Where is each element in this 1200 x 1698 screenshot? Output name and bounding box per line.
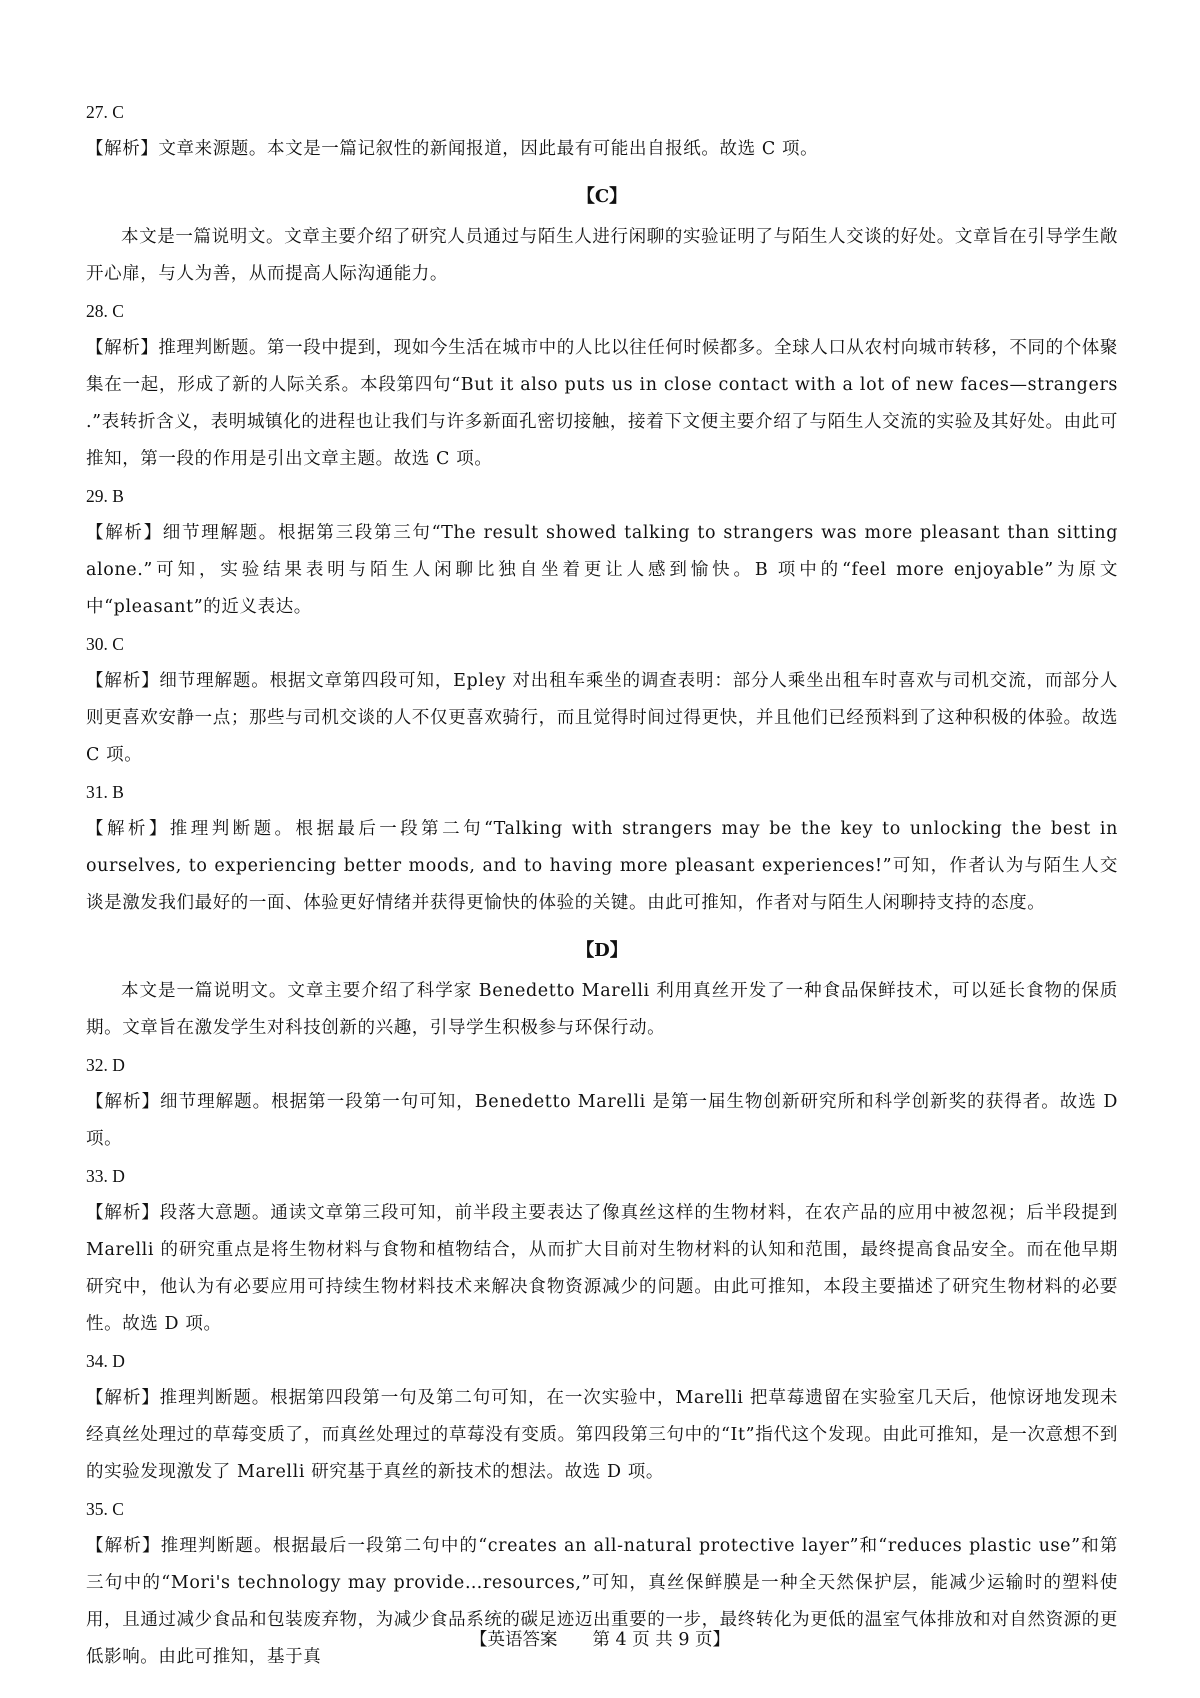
question-number-32: 32. D xyxy=(86,1055,125,1075)
analysis-35: 【解析】推理判断题。根据最后一段第二句中的“creates an all-natural protective layer”和“reduces plastic use”和第三句中的“Mori's technology may provide…resources,”可知，真丝保鲜膜是一种全天然保护层，能减少运输时的塑料使用，且通过减少食品和包装废弃物，为减少食品系统的碳足迹迈出重要的一步，最终转化为更低的温室气体排放和对自然资源的更低影响。由此可推知，基于真 xyxy=(86,1536,1118,1667)
page-footer: 【英语答案 第 4 页 共 9 页】 xyxy=(469,1630,731,1650)
analysis-30: 【解析】细节理解题。根据文章第四段可知，Epley 对出租车乘坐的调查表明：部分人乘坐出租车时喜欢与司机交流，而部分人则更喜欢安静一点；那些与司机交谈的人不仅更喜欢骑行，而且觉得时间过得更快，并且他们已经预料到了这种积极的体验。故选 C 项。 xyxy=(86,671,1118,765)
analysis-31: 【解析】推理判断题。根据最后一段第二句“Talking with strangers may be the key to unlocking the best in ourselves, to experiencing better moods, and to having more pleasant experiences!”可知，作者认为与陌生人交谈是激发我们最好的一面、体验更好情绪并获得更愉快的体验的关键。由此可推知，作者对与陌生人闲聊持支持的态度。 xyxy=(86,819,1118,913)
analysis-29: 【解析】细节理解题。根据第三段第三句“The result showed talking to strangers was more pleasant than sitting alone.”可知，实验结果表明与陌生人闲聊比独自坐着更让人感到愉快。B 项中的“feel more enjoyable”为原文中“pleasant”的近义表达。 xyxy=(86,523,1118,617)
section-heading-c: 【C】 xyxy=(576,186,628,207)
section-intro-c: 本文是一篇说明文。文章主要介绍了研究人员通过与陌生人进行闲聊的实验证明了与陌生人交谈的好处。文章旨在引导学生敞开心扉，与人为善，从而提高人际沟通能力。 xyxy=(86,227,1118,284)
section-intro-d: 本文是一篇说明文。文章主要介绍了科学家 Benedetto Marelli 利用真丝开发了一种食品保鲜技术，可以延长食物的保质期。文章旨在激发学生对科技创新的兴趣，引导学生积极参与环保行动。 xyxy=(86,981,1118,1038)
question-number-30: 30. C xyxy=(86,634,124,654)
question-number-27: 27. C xyxy=(86,102,124,122)
question-number-33: 33. D xyxy=(86,1166,125,1186)
question-number-29: 29. B xyxy=(86,486,124,506)
question-number-35: 35. C xyxy=(86,1499,124,1519)
analysis-27: 【解析】文章来源题。本文是一篇记叙性的新闻报道，因此最有可能出自报纸。故选 C 项。 xyxy=(86,139,819,159)
answer-content xyxy=(86,94,1118,1676)
analysis-28: 【解析】推理判断题。第一段中提到，现如今生活在城市中的人比以往任何时候都多。全球人口从农村向城市转移，不同的个体聚集在一起，形成了新的人际关系。本段第四句“But it also puts us in close contact with a lot of new faces—strangers .”表转折含义，表明城镇化的进程也让我们与许多新面孔密切接触，接着下文便主要介绍了与陌生人交流的实验及其好处。由此可推知，第一段的作用是引出文章主题。故选 C 项。 xyxy=(86,338,1118,469)
question-number-34: 34. D xyxy=(86,1351,125,1371)
section-heading-d: 【D】 xyxy=(576,940,628,961)
analysis-34: 【解析】推理判断题。根据第四段第一句及第二句可知，在一次实验中，Marelli 把草莓遗留在实验室几天后，他惊讶地发现未经真丝处理过的草莓变质了，而真丝处理过的草莓没有变质。第四段第三句中的“It”指代这个发现。由此可推知，是一次意想不到的实验发现激发了 Marelli 研究基于真丝的新技术的想法。故选 D 项。 xyxy=(86,1388,1118,1482)
analysis-32: 【解析】细节理解题。根据第一段第一句可知，Benedetto Marelli 是第一届生物创新研究所和科学创新奖的获得者。故选 D 项。 xyxy=(86,1092,1118,1149)
analysis-33: 【解析】段落大意题。通读文章第三段可知，前半段主要表达了像真丝这样的生物材料，在农产品的应用中被忽视；后半段提到 Marelli 的研究重点是将生物材料与食物和植物结合，从而扩大目前对生物材料的认知和范围，最终提高食品安全。而在他早期研究中，他认为有必要应用可持续生物材料技术来解决食物资源减少的问题。由此可推知，本段主要描述了研究生物材料的必要性。故选 D 项。 xyxy=(86,1203,1118,1334)
question-number-28: 28. C xyxy=(86,301,124,321)
question-number-31: 31. B xyxy=(86,782,124,802)
